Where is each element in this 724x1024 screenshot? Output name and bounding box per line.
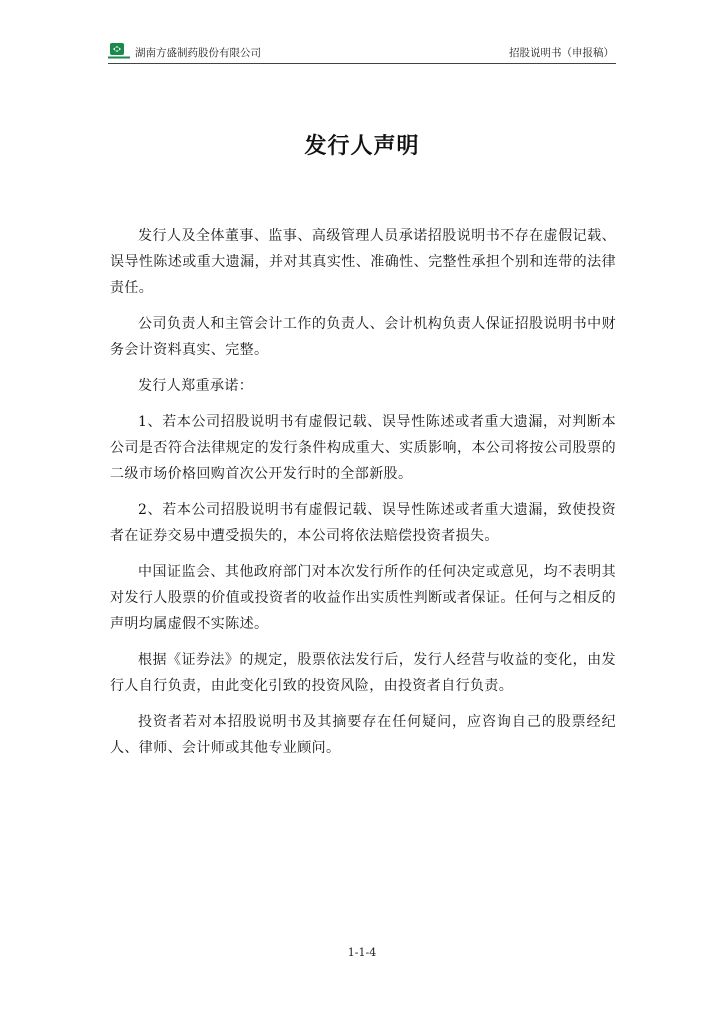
page-header <box>108 42 616 64</box>
statement-paragraph: 中国证监会、其他政府部门对本次发行所作的任何决定或意见，均不表明其对发行人股票的价值或投资者的收益作出实质性判断或者保证。任何与之相反的声明均属虚假不实陈述。 <box>110 564 616 632</box>
page-number: 1-1-4 <box>347 946 377 959</box>
header-divider <box>108 63 616 64</box>
statement-paragraph: 1、若本公司招股说明书有虚假记载、误导性陈述或者重大遗漏，对判断本公司是否符合法律规定的发行条件构成重大、实质影响，本公司将按公司股票的二级市场价格回购首次公开发行时的全部新股。 <box>110 414 616 482</box>
statement-paragraph: 2、若本公司招股说明书有虚假记载、误导性陈述或者重大遗漏，致使投资者在证券交易中遭受损失的，本公司将依法赔偿投资者损失。 <box>110 502 616 544</box>
header-document-title: 招股说明书（申报稿） <box>509 47 614 59</box>
statement-paragraph: 投资者若对本招股说明书及其摘要存在任何疑问，应咨询自己的股票经纪人、律师、会计师或其他专业顾问。 <box>110 714 616 756</box>
company-logo-icon <box>108 42 130 60</box>
statement-paragraph: 公司负责人和主管会计工作的负责人、会计机构负责人保证招股说明书中财务会计资料真实、完整。 <box>110 316 616 358</box>
statement-paragraph: 根据《证券法》的规定，股票依法发行后，发行人经营与收益的变化，由发行人自行负责，由此变化引致的投资风险，由投资者自行负责。 <box>110 652 616 694</box>
statement-paragraph: 发行人及全体董事、监事、高级管理人员承诺招股说明书不存在虚假记载、误导性陈述或重大遗漏，并对其真实性、准确性、完整性承担个别和连带的法律责任。 <box>110 228 616 296</box>
statement-body <box>110 223 616 771</box>
page-title: 发行人声明 <box>304 134 420 159</box>
statement-paragraph: 发行人郑重承诺： <box>138 378 254 394</box>
header-company-name: 湖南方盛制药股份有限公司 <box>135 47 261 59</box>
